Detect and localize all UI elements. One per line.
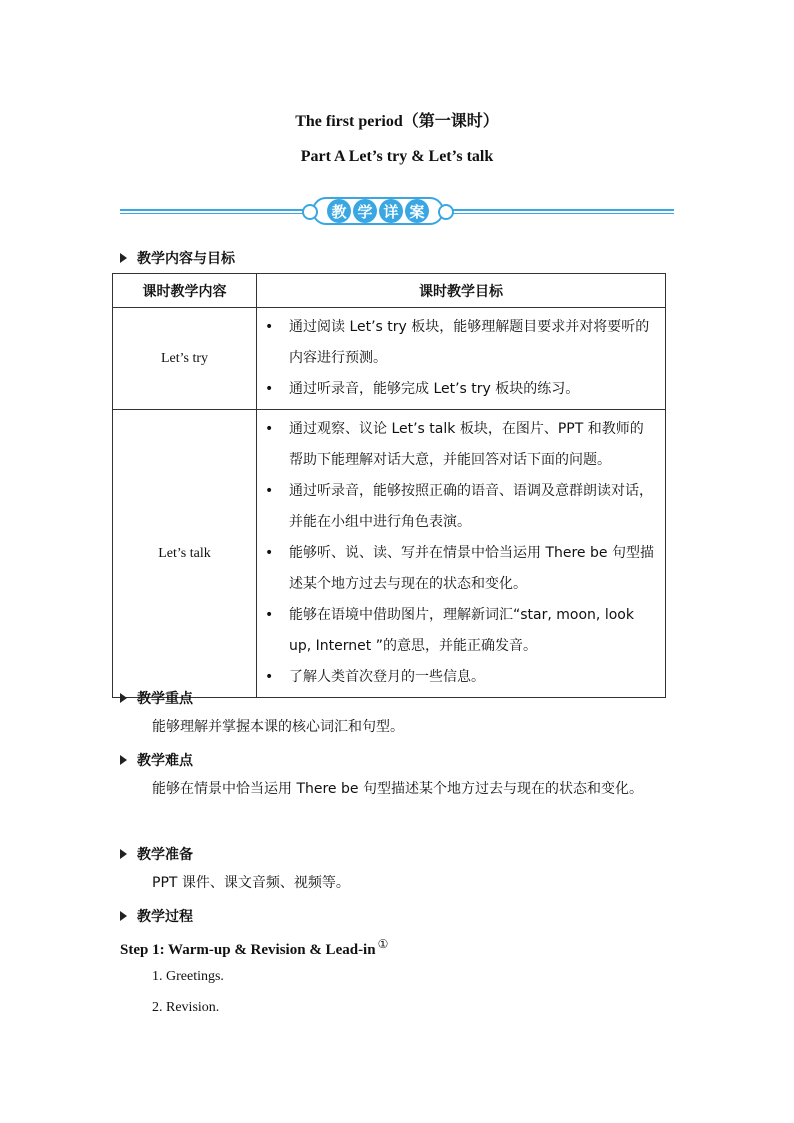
heading-key-points: 教学重点 bbox=[120, 688, 193, 708]
triangle-bullet-icon bbox=[120, 253, 127, 263]
list-item: • 能够听、说、读、写并在情景中恰当运用 There be 句型描述某个地方过去与现在的状态和变化。 bbox=[263, 538, 657, 600]
list-item: • 通过听录音，能够按照正确的语音、语调及意群朗读对话，并能在小组中进行角色表演。 bbox=[263, 476, 657, 538]
banner-char: 案 bbox=[405, 199, 429, 223]
page-subtitle: Part A Let’s try & Let’s talk bbox=[300, 148, 494, 165]
bullet-icon: • bbox=[265, 483, 274, 499]
table-cell-goals bbox=[257, 410, 666, 698]
banner-char: 教 bbox=[327, 199, 351, 223]
bullet-icon: • bbox=[265, 319, 274, 335]
heading-process: 教学过程 bbox=[120, 906, 193, 926]
heading-difficulties: 教学难点 bbox=[120, 750, 193, 770]
table-header-row bbox=[113, 274, 666, 308]
list-item: • 通过听录音，能够完成 Let’s try 板块的练习。 bbox=[263, 374, 657, 405]
step-1-title: Step 1: Warm-up & Revision & Lead-in ① bbox=[120, 937, 389, 958]
triangle-bullet-icon bbox=[120, 911, 127, 921]
triangle-bullet-icon bbox=[120, 849, 127, 859]
key-points-text: 能够理解并掌握本课的核心词汇和句型。 bbox=[152, 719, 404, 735]
section-banner bbox=[120, 196, 674, 228]
banner-char: 学 bbox=[353, 199, 377, 223]
list-item: • 了解人类首次登月的一些信息。 bbox=[263, 662, 657, 693]
list-item: • 能够在语境中借助图片，理解新词汇“star, moon, look up, Internet ”的意思，并能正确发音。 bbox=[263, 600, 657, 662]
triangle-bullet-icon bbox=[120, 755, 127, 765]
goals-table bbox=[112, 273, 666, 698]
bullet-icon: • bbox=[265, 381, 274, 397]
bullet-icon: • bbox=[265, 669, 274, 685]
heading-preparation: 教学准备 bbox=[120, 844, 193, 864]
banner-char: 详 bbox=[379, 199, 403, 223]
table-cell-goals bbox=[257, 308, 666, 410]
triangle-bullet-icon bbox=[120, 693, 127, 703]
table-row bbox=[113, 410, 666, 698]
page-title: The first period（第一课时） bbox=[295, 113, 499, 130]
table-header-cell: 课时教学内容 bbox=[113, 274, 257, 308]
footnote-marker: ① bbox=[377, 937, 389, 951]
table-row bbox=[113, 308, 666, 410]
list-item: • 通过阅读 Let’s try 板块，能够理解题目要求并对将要听的内容进行预测。 bbox=[263, 312, 657, 374]
table-cell-content: Let’s talk bbox=[113, 410, 257, 698]
step-1-item: 2. Revision. bbox=[152, 1000, 220, 1015]
bullet-icon: • bbox=[265, 421, 274, 437]
step-1-item: 1. Greetings. bbox=[152, 969, 224, 984]
table-cell-content: Let’s try bbox=[113, 308, 257, 410]
bullet-icon: • bbox=[265, 607, 274, 623]
heading-content-goals: 教学内容与目标 bbox=[120, 248, 235, 268]
bullet-icon: • bbox=[265, 545, 274, 561]
difficulties-text: 能够在情景中恰当运用 There be 句型描述某个地方过去与现在的状态和变化。 bbox=[152, 781, 643, 797]
preparation-text: PPT 课件、课文音频、视频等。 bbox=[152, 875, 350, 891]
list-item: • 通过观察、议论 Let’s talk 板块，在图片、PPT 和教师的帮助下能理解对话大意，并能回答对话下面的问题。 bbox=[263, 414, 657, 476]
table-header-cell: 课时教学目标 bbox=[257, 274, 666, 308]
